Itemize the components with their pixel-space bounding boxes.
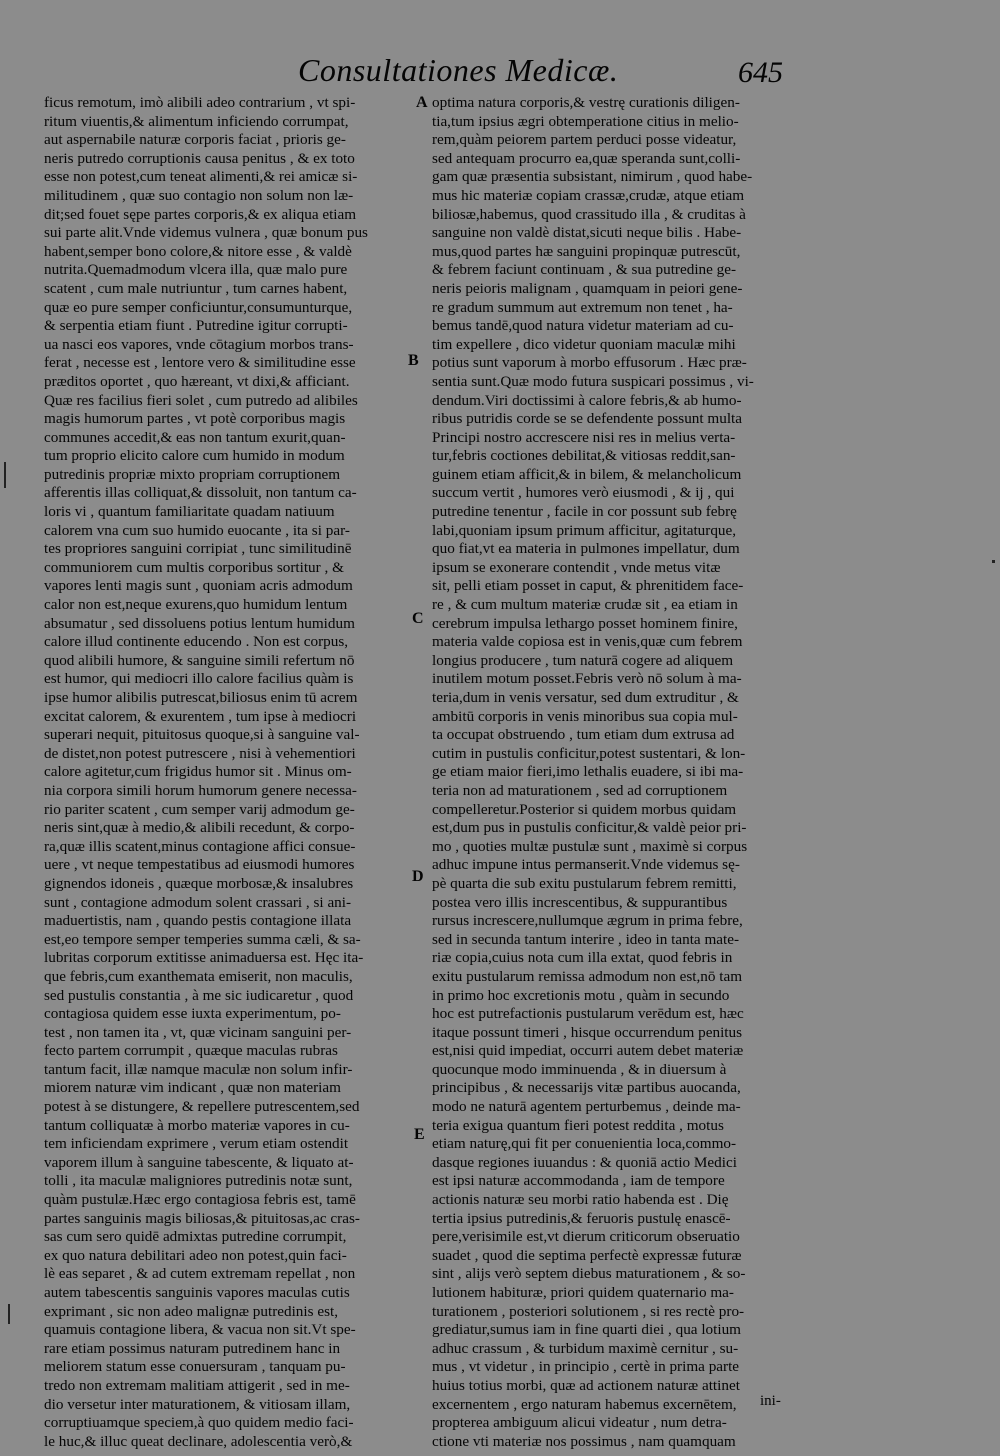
right-column-line: excernentem , ergo naturam habemus excernētem,	[432, 1395, 737, 1413]
left-column-line: calore agitetur,cum frigidus humor sit . Minus om-	[44, 763, 352, 781]
left-column-line: afferentis illas colliquat,& dissoluit, non tantum ca-	[44, 484, 357, 502]
right-column-line: adhuc crassum , & turbidum maximè cernitur , su-	[432, 1339, 739, 1357]
left-column-line: tum proprio elicito calore cum humido in modum	[44, 447, 345, 465]
left-column-line: maduertistis, nam , quando pestis contagione illata	[44, 912, 352, 930]
left-column	[44, 94, 416, 1451]
left-column-line: putredinis propriæ mixto propriam corruptionem	[44, 465, 341, 483]
right-column-line: teria non ad maturationem , sed ad corruptionem	[432, 781, 728, 799]
right-column-line: re , & cum multum materiæ crudæ sit , ea etiam in	[432, 596, 738, 614]
right-column-line: teria,dum in venis versatur, sed dum extruditur , &	[432, 689, 739, 706]
left-column-line: præditos oportet , quo hæreant, vt dixi,& afficiant.	[44, 372, 350, 390]
left-column-line: miorem naturæ vim indicant , quæ non materiam	[44, 1079, 341, 1097]
right-column-line: dendum.Viri doctissimi à calore febris,& ab humo-	[432, 391, 742, 409]
margin-letter-b: B	[408, 352, 419, 369]
page-number: 645	[738, 56, 783, 89]
left-column-line: communiorem cum multis corporibus sortitur , &	[44, 558, 344, 576]
right-column-line: grediatur,sumus iam in fine quarti diei , qua lotium	[432, 1321, 741, 1339]
right-column-line: turationem , posteriori solutionem , si res rectè pro-	[432, 1302, 745, 1320]
right-column-line: inutilem motum posset.Febris verò nō solum à ma-	[432, 670, 742, 688]
right-column-line: dasque regiones iuuandus : & quoniā actio Medici	[432, 1153, 737, 1171]
left-column-line: potest à se distungere, & repellere putrescentem,sed	[44, 1098, 360, 1116]
right-column-line: tur,febris coctiones debilitat,& vitiosas reddit,san-	[432, 447, 736, 465]
right-column-line: modo ne naturā agentem perturbemus , deinde ma-	[432, 1098, 741, 1116]
left-column-line: & serpentia etiam fiunt . Putredine igitur corrupti-	[44, 317, 348, 335]
right-column-line: compelleretur.Posterior si quidem morbus quidam	[432, 800, 737, 818]
left-column-line: fecto partem corrumpit , quæque maculas rubras	[44, 1042, 338, 1060]
right-column-line: Principi nostro accrescere nisi res in melius verta-	[432, 428, 736, 446]
left-column-line: militudinem , quæ suo contagio non solum non læ-	[44, 186, 354, 204]
right-column-line: neris peioris malignam , quamquam in peiori gene-	[432, 279, 743, 297]
margin-letter-e: E	[414, 1126, 425, 1143]
left-column-line: uere , vt neque tempestatibus ad eiusmodi humores	[44, 856, 355, 874]
left-column-line: vapores lenti magis sunt , quoniam acris admodum	[44, 577, 353, 595]
left-column-line: corruptiuamque speciem,à quo quidem medio faci-	[44, 1414, 354, 1432]
right-column-line: teria exigua quantum fieri potest reddita , motus	[432, 1116, 724, 1134]
left-column-line: ra,quæ illis scatent,minus contagione affici consue-	[44, 837, 356, 855]
right-column-line: huius totius morbi, quæ ad actionem naturæ attinet	[432, 1376, 740, 1394]
right-column-line: sit, pelli etiam posset in caput, & phrenitidem face-	[432, 577, 744, 595]
left-column-line: calore illud continente educendo . Non est corpus,	[44, 633, 349, 651]
right-column-line: est,nisi quid impediat, occurri autem debet materiæ	[432, 1042, 744, 1060]
left-column-line: ferat , necesse est , lentore vero & similitudine esse	[44, 354, 356, 372]
right-column-line: est,dum pus in pustulis conficitur,& valdè peior pri-	[432, 819, 747, 837]
left-column-line: calorem vna cum suo humido euocante , ita si par-	[44, 521, 350, 539]
right-column-line: hoc est putrefactionis pustularum verēdum est, hæc	[432, 1005, 744, 1023]
right-column-line: ribus putridis corde se se defendente possunt multa	[432, 410, 743, 428]
margin-letter-c: C	[412, 610, 424, 627]
right-column-line: guinem etiam afficit,& in bilem, & melancholicum	[432, 465, 742, 483]
left-column-line: ritum viuentis,& alimentum inficiendo corrumpat,	[44, 112, 349, 130]
right-column-line: mus hic materiæ copiam crassæ,crudæ, atque etiam	[432, 186, 745, 204]
right-column-line: etiam naturę,qui fit per conuenientia loca,commo-	[432, 1135, 737, 1153]
right-column-line: adhuc impune intus permanserit.Vnde videmus sę-	[432, 856, 740, 874]
left-column-line: dit;sed fouet sępe partes corporis,& ex aliqua etiam	[44, 205, 357, 223]
left-column-line: quàm pustulæ.Hæc ergo contagiosa febris est, tamē	[44, 1191, 356, 1209]
left-column-line: est humor, qui mediocri illo calore facilius quàm is	[44, 670, 354, 688]
right-column-line: materia valde copiosa est in venis,quæ cum febrem	[432, 633, 743, 651]
right-column-line: principibus , & necessarijs vitæ partibus auocanda,	[432, 1079, 741, 1097]
left-column-line: sui parte alit.Vnde videmus vulnera , quæ bonum pus	[44, 224, 368, 242]
right-column-line: tia,tum ipsius ægri obtemperatione citius in melio-	[432, 112, 739, 130]
left-column-line: dio versetur inter maturationem, & vitiosam illam,	[44, 1395, 351, 1413]
right-column-line: rursus increscere,nullumque ægrum in prima febre,	[432, 912, 743, 930]
catchword: ini-	[760, 1393, 781, 1409]
left-column-line: superari nequit, pituitosus quoque,si à sanguine val-	[44, 726, 360, 744]
right-column-line: ctione vti materiæ nos possimus , nam quamquam	[432, 1432, 736, 1450]
left-column-line: neris sint,quæ à medio,& alibili recedunt, & corpo-	[44, 819, 355, 837]
right-column-line: propterea ambiguum alicui videatur , num detra-	[432, 1414, 727, 1432]
left-column-line: exprimant , sic non adeo malignæ putredinis est,	[44, 1302, 338, 1320]
running-title: Consultationes Medicæ.	[298, 52, 619, 88]
margin-letter-d: D	[412, 868, 424, 885]
left-column-line: sas cum sero quidē admixtas putredine corrumpit,	[44, 1228, 347, 1246]
right-column-line: mo , quoties multæ pustulæ sunt , maximè si corpus	[432, 837, 748, 855]
left-column-line: gignendos idoneis , quæque morbosæ,& insalubres	[44, 874, 354, 892]
right-column-line: labi,quoniam ipsum primum afficitur, agitaturque,	[432, 521, 737, 539]
left-column-line: scatent , cum male nutriuntur , tum carnes habent,	[44, 279, 348, 297]
right-column-line: sed in secunda tantum interire , ideo in tanta mate-	[432, 930, 740, 948]
left-column-line: tem inficiendam exprimere , verum etiam ostendit	[44, 1135, 349, 1153]
left-column-line: aut aspernabile naturæ corporis faciat , prioris ge-	[44, 131, 346, 149]
right-column-line: tertia ipsius putredinis,& feruoris pustulę enascē-	[432, 1209, 731, 1227]
right-column-line: ipsum se exonerare contendit , vnde metus vitæ	[432, 558, 721, 576]
right-column-line: cutim in pustulis conficitur,potest sustentari, & lon-	[432, 744, 746, 762]
left-column-line: excitat calorem, & exurentem , tum ipse à mediocri	[44, 707, 357, 725]
left-column-line: que febris,cum exanthemata emiserit, non maculis,	[44, 967, 353, 985]
right-column-line: quo fiat,vt ea materia in pulmones impellatur, dum	[432, 540, 740, 558]
right-column-line: postea vero illis increscentibus, & suppurantibus	[432, 893, 728, 911]
right-column-line: pè quarta die sub exitu pustularum febrem remitti,	[432, 874, 737, 892]
right-column-line: ge etiam maior fieri,imo lethalis euadere, si ibi ma-	[432, 763, 744, 781]
left-column-line: esse non potest,cum teneat alimenti,& rei amicæ si-	[44, 168, 358, 186]
right-column-line: longius producere , tum naturā cogere ad aliquem	[432, 651, 734, 669]
margin-ink-mark	[992, 560, 995, 563]
left-column-line: partes sanguinis magis biliosas,& pituitosas,ac cras-	[44, 1209, 360, 1227]
right-column-line: mus , vt videtur , in principio , certè in prima parte	[432, 1358, 740, 1376]
left-column-line: meliorem statum esse conuersuram , tanquam pu-	[44, 1358, 346, 1376]
left-column-line: communes accedit,& eas non tantum exurit,quan-	[44, 428, 346, 446]
left-column-line: quamuis contagione libera, & vacua non sit.Vt spe-	[44, 1321, 356, 1339]
left-column-line: nia corpora simili horum humorum genere necessa-	[44, 781, 357, 799]
right-column-line: lutionem habituræ, priori quidem quaternario ma-	[432, 1284, 734, 1301]
right-column-line: ambitū corporis in venis minoribus sua copia mul-	[432, 707, 738, 725]
right-column-line: ta occupat obstruendo , tum etiam dum extrusa ad	[432, 726, 735, 744]
left-column-line: est,eo tempore semper temperies summa cæli, & sa-	[44, 930, 361, 948]
right-column-line: rem,quàm peiorem partem perduci posse videatur,	[432, 131, 737, 149]
left-column-line: sunt , contagione admodum solent crassari , si ani-	[44, 893, 352, 911]
left-column-line: rio pariter scatent , cum semper varij admodum ge-	[44, 800, 355, 818]
right-column-line: quocunque modo imminuenda , & in diuersum à	[432, 1060, 727, 1078]
right-column-line: gam quæ præsentia subsistant, nimirum , quod habe-	[432, 168, 753, 186]
right-column-line: exitu pustularum remissa admodum non est,nō tam	[432, 967, 743, 985]
right-column-line: tim expellere , dico videtur quoniam maculæ mihi	[432, 335, 736, 353]
right-column-line: biliosæ,habemus, quod crassitudo illa , & cruditas à	[432, 205, 746, 223]
right-column-line: suadet , quod die septima perfectè expressæ futuræ	[432, 1246, 742, 1264]
right-column-line: potius sunt vaporum à morbo effusorum . Hæc præ-	[432, 354, 747, 372]
left-column-line: ua nasci eos vapores, vnde cōtagium morbos trans-	[44, 335, 354, 353]
page-header	[0, 52, 1000, 92]
right-column-line: in primo hoc excretionis motu , quàm in secundo	[432, 986, 730, 1004]
right-column-line: & febrem faciunt continuam , & sua putredine ge-	[432, 261, 737, 279]
right-column-line: riæ copia,cuius nota cum illa extat, quod febris in	[432, 949, 733, 967]
right-column-line: cerebrum impulsa lethargo posset hominem finire,	[432, 614, 738, 632]
left-column-line: le huc,& illuc queat declinare, adolescentia verò,&	[44, 1432, 353, 1450]
margin-letter-a: A	[416, 94, 428, 111]
left-column-line: tolli , ita maculæ maligniores putredinis notæ sunt,	[44, 1172, 353, 1190]
right-column-line: actionis naturæ seu morbi ratio habenda est . Dię	[432, 1191, 729, 1209]
left-column-line: contagiosa quidem esse iuxta experimentum, po-	[44, 1005, 341, 1023]
left-column-line: loris vi , quantum familiaritate quadam natiuum	[44, 503, 335, 521]
margin-ink-mark	[4, 462, 6, 488]
left-column-line: absumatur , sed dissoluens potius lentum humidum	[44, 614, 355, 632]
left-column-line: autem tabescentis sanguinis vapores maculas cutis	[44, 1284, 350, 1301]
left-column-line: lubritas corporum extitisse animaduersa est. Hęc ita-	[44, 949, 364, 967]
left-column-line: calor non est,neque exurens,quo humidum lentum	[44, 596, 348, 614]
left-column-line: vaporem illum à sanguine tabescente, & liquato at-	[44, 1153, 354, 1171]
right-column-line: putredine tenentur , facile in cor possunt sub febrę	[432, 503, 737, 521]
left-column-line: ex quo natura debilitari adeo non potest,quin faci-	[44, 1246, 347, 1264]
right-column-line: succum vertit , humores verò eiusmodi , & ij , qui	[432, 484, 735, 502]
left-column-line: ficus remotum, imò alibili adeo contrarium , vt spi-	[44, 94, 356, 111]
right-column-line: itaque possunt timeri , hisque occurrendum penitus	[432, 1023, 743, 1041]
right-column	[432, 94, 806, 1451]
left-column-line: de distet,non potest putrescere , nisi à vehementiori	[44, 744, 356, 762]
right-column-line: est ipsi naturæ accommodanda , iam de tempore	[432, 1172, 725, 1190]
left-column-line: test , non tamen ita , vt, quæ vicinam sanguini per-	[44, 1023, 352, 1041]
right-column-line: sanguine non valdè distat,sicuti neque bilis . Habe-	[432, 224, 742, 242]
left-column-line: neris putredo corruptionis causa penitus , & ex toto	[44, 149, 355, 167]
left-column-line: habent,semper bono colore,& nitore esse , & valdè	[44, 242, 352, 260]
left-column-line: tredo non extremam malitiam attigerit , sed in me-	[44, 1376, 350, 1394]
left-column-line: ipse humor alibilis putrescat,biliosus enim tū acrem	[44, 689, 358, 706]
right-column-line: sed antequam procurro ea,quæ speranda sunt,colli-	[432, 149, 741, 167]
left-column-line: quod alibili humore, & sanguine simili refertum nō	[44, 651, 355, 669]
right-column-line: sentia sunt.Quæ modo futura suspicari possimus , vi-	[432, 372, 754, 390]
right-column-line: mus,quod partes hæ sanguini propinquæ putrescūt,	[432, 242, 741, 260]
left-column-line: Quæ res facilius fieri solet , cum putredo ad alibiles	[44, 391, 358, 409]
left-column-line: nutrita.Quemadmodum vlcera illa, quæ malo pure	[44, 261, 348, 279]
left-column-line: tantum facit, illæ namque maculæ non solum infir-	[44, 1060, 353, 1078]
left-column-line: quæ eo pure semper conficiuntur,consumunturque,	[44, 298, 353, 316]
left-column-line: lè eas separet , & ad cutem extremam repellat , non	[44, 1265, 356, 1283]
left-column-line: sed pustulis constantia , à me sic iudicaretur , quod	[44, 986, 354, 1004]
right-column-line: sint , alijs verò septem diebus maturationem , & so-	[432, 1265, 746, 1283]
left-column-line: magis humorum partes , vt potè corporibus magis	[44, 410, 346, 428]
right-column-line: pere,verisimile est,vt dierum criticorum obseruatio	[432, 1228, 740, 1246]
right-column-line: optima natura corporis,& vestrę curationis diligen-	[432, 94, 740, 111]
left-column-line: tantum colliquatæ à morbo materiæ vapores in cu-	[44, 1116, 350, 1134]
right-column-line: bemus tandē,quod natura videtur materiam ad cu-	[432, 317, 734, 335]
margin-ink-mark	[8, 1304, 10, 1324]
left-column-line: tes propriores sanguini corripiat , tunc similitudinē	[44, 540, 352, 558]
left-column-line: rare etiam possimus naturam putredinem hanc in	[44, 1339, 341, 1357]
right-column-line: re gradum summum aut extremum non tenet , ha-	[432, 298, 733, 316]
